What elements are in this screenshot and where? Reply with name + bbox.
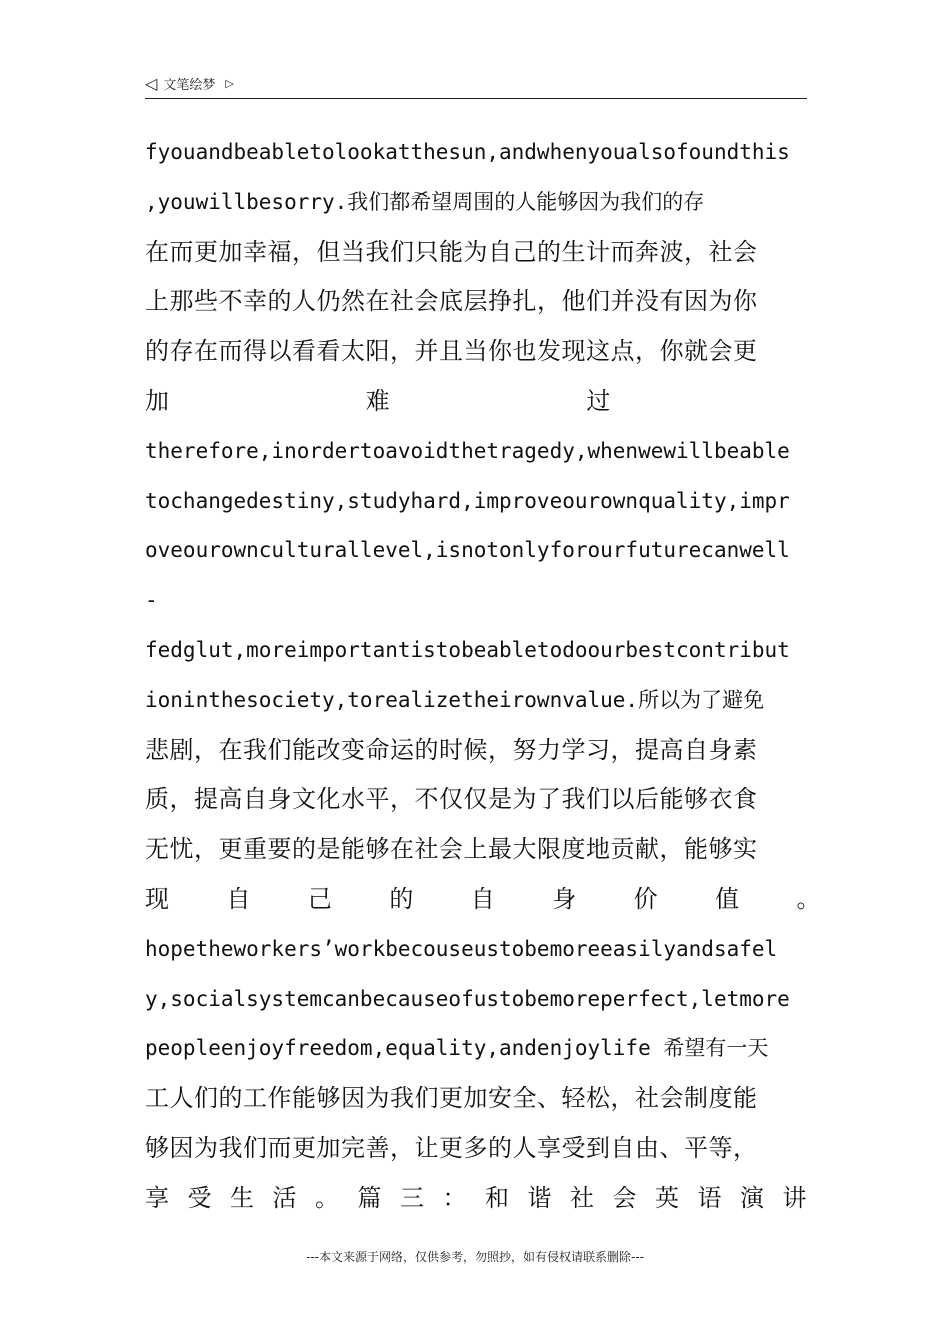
text-line: 悲剧，在我们能改变命运的时候，努力学习，提高自身素 <box>145 735 758 764</box>
text-char: 讲 <box>782 1183 807 1212</box>
triangle-left-icon: ◁ <box>145 73 158 93</box>
text-char: 享 <box>145 1183 170 1212</box>
text-line <box>145 881 821 931</box>
text-char: 社 <box>570 1183 595 1212</box>
text-char: 语 <box>697 1183 722 1212</box>
page-footer: ---本文来源于网络，仅供参考，勿照抄，如有侵权请联系删除--- <box>306 1250 644 1264</box>
text-char: 身 <box>552 884 577 913</box>
triangle-right-icon: ▷ <box>225 76 234 90</box>
text-char: 演 <box>740 1183 765 1212</box>
text-char: 三 <box>400 1183 425 1212</box>
text-line: 够因为我们而更加完善，让更多的人享受到自由、平等， <box>145 1133 758 1162</box>
text-char: 己 <box>307 884 333 913</box>
text-line: 工人们的工作能够因为我们更加安全、轻松，社会制度能 <box>145 1084 758 1113</box>
text-line: ,youwillbesorry.我们都希望周围的人能够因为我们的存 <box>145 189 705 214</box>
page-header <box>145 72 807 99</box>
text-line: y,socialsystemcanbecauseofustobemoreperfect,letmore <box>145 986 790 1011</box>
document-body <box>145 134 821 1230</box>
text-line: peopleenjoyfreedom,equality,andenjoylife 希望有一天 <box>145 1036 769 1061</box>
text-line <box>145 383 807 433</box>
text-char: 谐 <box>527 1183 552 1212</box>
text-line: fyouandbeabletolookatthesun,andwhenyoualsofoundthis <box>145 140 790 164</box>
text-line: 质，提高自身文化水平，不仅仅是为了我们以后能够衣食 <box>145 785 758 814</box>
text-char: 。 <box>315 1183 340 1212</box>
text-line: therefore,inordertoavoidthetragedy,whenwewillbeable <box>145 438 790 463</box>
text-char: 现 <box>145 884 170 913</box>
text-char: 活 <box>272 1183 297 1212</box>
text-line: fedglut,moreimportantistobeabletodoourbestcontribut <box>145 637 790 662</box>
text-char: 自 <box>226 884 251 913</box>
header-title: 文笔绘梦 <box>163 78 216 93</box>
text-char: 的 <box>389 884 414 913</box>
text-char: 加 <box>145 386 170 415</box>
text-char: 难 <box>365 386 391 415</box>
text-line: hopetheworkers’workbecouseustobemoreeasilyandsafel <box>145 936 778 961</box>
text-char: 受 <box>187 1183 212 1212</box>
text-line <box>145 1180 807 1230</box>
text-line: 在而更加幸福，但当我们只能为自己的生计而奔波，社会 <box>145 237 758 266</box>
text-char: 价 <box>633 884 659 913</box>
text-char: 英 <box>655 1183 680 1212</box>
text-char: 篇 <box>357 1183 382 1212</box>
header-brand <box>145 74 234 93</box>
text-line: tochangedestiny,studyhard,improveourownquality,impr <box>145 488 790 513</box>
text-char: 生 <box>230 1183 255 1212</box>
text-line: 的存在而得以看看太阳，并且当你也发现这点，你就会更 <box>145 337 758 366</box>
text-line: oveourownculturallevel,isnotonlyforourfuturecanwell <box>145 538 790 563</box>
text-char: 自 <box>470 884 496 913</box>
text-char: 过 <box>586 386 611 415</box>
text-char: 值 <box>715 884 740 913</box>
text-char: 。 <box>796 884 821 913</box>
text-char: 和 <box>485 1183 510 1212</box>
text-line: ioninthesociety,torealizetheirownvalue.所以为了避免 <box>145 687 765 712</box>
text-line: 无忧，更重要的是能够在社会上最大限度地贡献，能够实 <box>145 835 758 864</box>
text-char: ： <box>442 1183 467 1212</box>
text-line: 上那些不幸的人仍然在社会底层挣扎，他们并没有因为你 <box>145 287 758 316</box>
text-char: 会 <box>612 1183 637 1212</box>
text-line: - <box>145 588 158 613</box>
